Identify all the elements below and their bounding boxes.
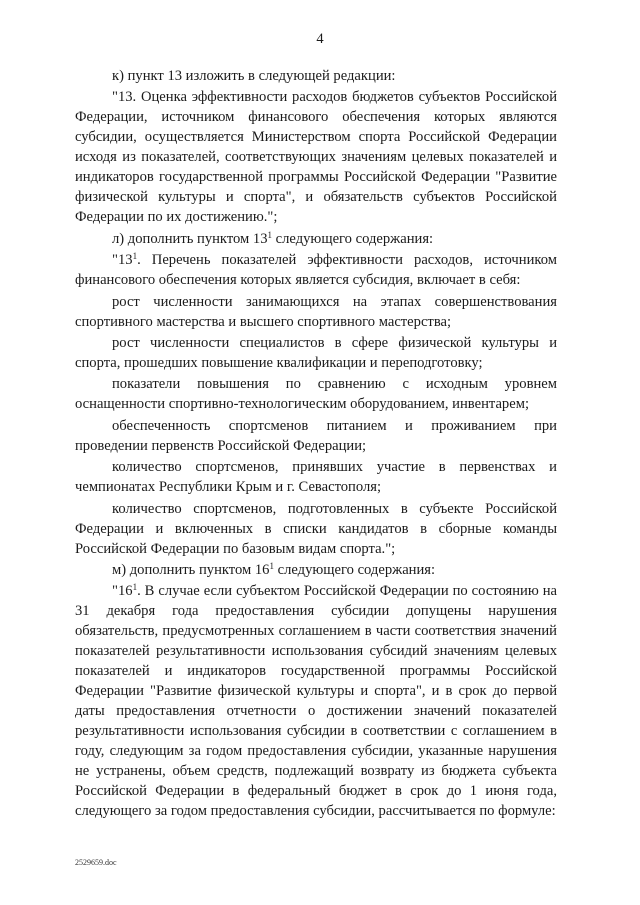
paragraph-text: "13	[112, 252, 133, 269]
paragraph-7	[75, 374, 557, 414]
paragraph-4	[75, 250, 557, 290]
paragraph-10	[75, 499, 557, 559]
paragraph-text: показатели повышения по сравнению с исходным уровнем оснащенности спортивно-технологическим оборудованием, инвентарем;	[75, 376, 557, 413]
paragraph-text: . Перечень показателей эффективности расходов, источником финансового обеспечения которых является субсидия, включает в себя:	[75, 252, 557, 289]
paragraph-text: рост численности занимающихся на этапах совершенствования спортивного мастерства и высшего спортивного мастерства;	[75, 293, 557, 330]
document-body	[75, 66, 557, 823]
paragraph-text: . В случае если субъектом Российской Федерации по состоянию на 31 декабря года предоставления субсидии допущены нарушения обязательств, предусмотренных соглашением в части соответствия значений показателей результативности использования субсидий значениям целевых показателей и индикаторов государственной программы Российской Федерации "Развитие физической культуры и спорта", и в срок до первой даты предоставления отчетности о достижении значений показателей результативности использования субсидии в соответствии с соглашением в году, следующим за годом предоставления субсидии, указанные нарушения не устранены, объем средств, подлежащий возврату из бюджета субъекта Российской Федерации в федеральный бюджет в срок до 1 июня года, следующего за годом предоставления субсидии, рассчитывается по формуле:	[75, 583, 557, 820]
paragraph-text: количество спортсменов, принявших участие в первенствах и чемпионатах Республики Крым и г. Севастополя;	[75, 459, 557, 496]
paragraph-3	[75, 229, 557, 249]
paragraph-6	[75, 333, 557, 373]
footer-file-code: 2529659.doc	[75, 858, 117, 867]
paragraph-text: м) дополнить пунктом 16	[112, 561, 270, 578]
superscript: 1	[132, 582, 138, 593]
paragraph-1	[75, 66, 557, 86]
superscript: 1	[132, 251, 138, 262]
superscript: 1	[269, 560, 274, 571]
paragraph-5	[75, 292, 557, 332]
paragraph-text: следующего содержания:	[273, 561, 436, 578]
superscript: 1	[267, 229, 273, 240]
paragraph-9	[75, 457, 557, 497]
paragraph-text: обеспеченность спортсменов питанием и проживанием при проведении первенств Российской Федерации;	[75, 417, 557, 454]
paragraph-8	[75, 416, 557, 456]
paragraph-text: "16	[112, 583, 133, 600]
paragraph-12	[75, 581, 557, 821]
page-number: 4	[316, 31, 324, 47]
paragraph-text: следующего содержания:	[272, 230, 434, 247]
paragraph-text: рост численности специалистов в сфере физической культуры и спорта, прошедших повышение квалификации и переподготовку;	[75, 334, 557, 371]
paragraph-text: количество спортсменов, подготовленных в субъекте Российской Федерации и включенных в списки кандидатов в сборные команды Российской Федерации по базовым видам спорта.";	[75, 500, 557, 557]
paragraph-text: л) дополнить пунктом 13	[112, 230, 268, 247]
paragraph-text: к) пункт 13 изложить в следующей редакции:	[112, 68, 396, 84]
paragraph-11	[75, 560, 557, 580]
paragraph-2	[75, 87, 557, 227]
paragraph-text: "13. Оценка эффективности расходов бюджетов субъектов Российской Федерации, источником финансового обеспечения которых являются субсидии, осуществляется Министерством спорта Российской Федерации исходя из показателей, соответствующих значениям целевых показателей и индикаторов государственной программы Российской Федерации "Развитие физической культуры и спорта", и обязательств субъектов Российской Федерации по их достижению.";	[75, 89, 557, 226]
